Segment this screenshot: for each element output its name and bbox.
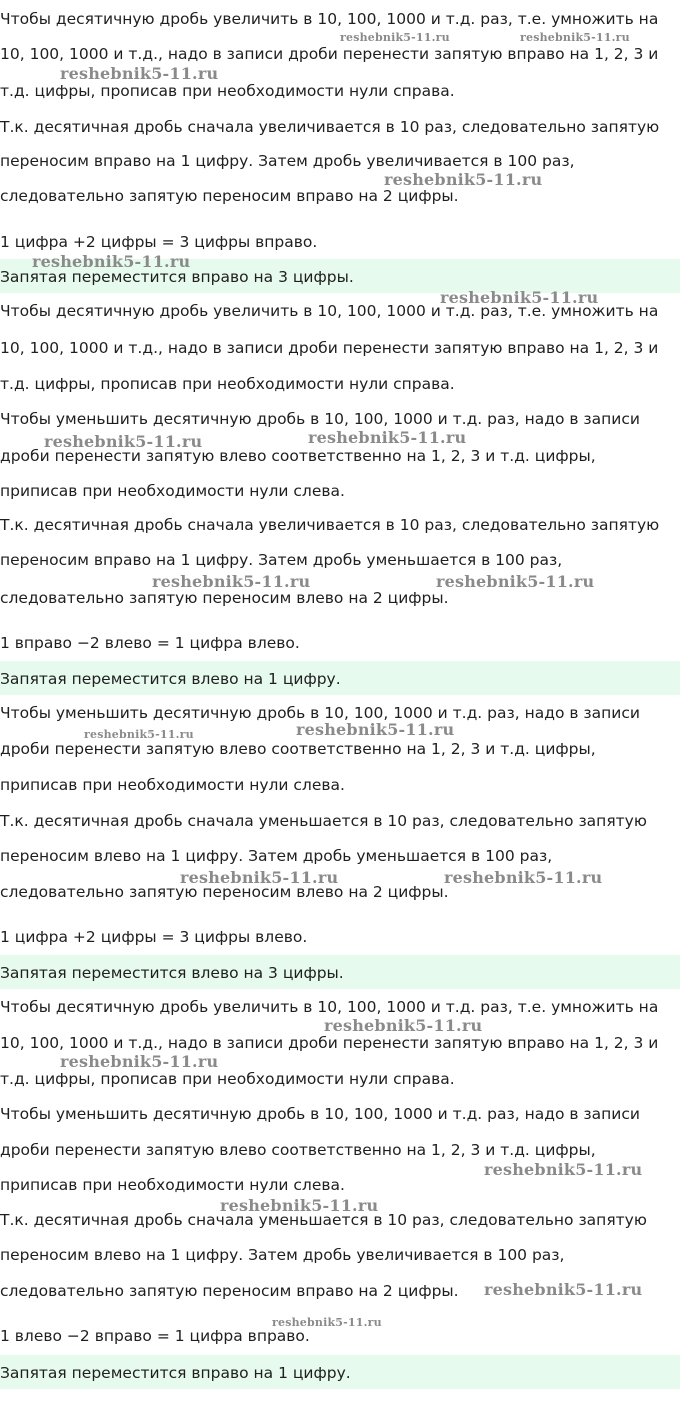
text-line: переносим вправо на 1 цифру. Затем дробь уменьшается в 100 раз, <box>0 551 563 569</box>
text-line: Т.к. десятичная дробь сначала увеличивается в 10 раз, следовательно запятую <box>0 118 660 136</box>
equation-line: 1 цифра +2 цифры = 3 цифры вправо. <box>0 233 318 251</box>
text-line: Чтобы уменьшить десятичную дробь в 10, 100, 1000 и т.д. раз, надо в записи <box>0 704 640 722</box>
text-line: Чтобы уменьшить десятичную дробь в 10, 100, 1000 и т.д. раз, надо в записи <box>0 1105 640 1123</box>
text-line: приписав при необходимости нули слева. <box>0 776 345 794</box>
watermark: reshebnik5-11.ru <box>384 170 543 189</box>
watermark: reshebnik5-11.ru <box>340 31 450 44</box>
watermark: reshebnik5-11.ru <box>180 868 339 887</box>
text-line: 10, 100, 1000 и т.д., надо в записи дроби перенести запятую вправо на 1, 2, 3 и <box>0 339 659 357</box>
watermark: reshebnik5-11.ru <box>444 868 603 887</box>
text-line: Чтобы уменьшить десятичную дробь в 10, 100, 1000 и т.д. раз, надо в записи <box>0 410 640 428</box>
equation-line: 1 влево −2 вправо = 1 цифра вправо. <box>0 1327 310 1345</box>
text-line: переносим вправо на 1 цифру. Затем дробь увеличивается в 100 раз, <box>0 152 575 170</box>
text-line: дроби перенести запятую влево соответственно на 1, 2, 3 и т.д. цифры, <box>0 1141 596 1159</box>
answer-highlight <box>0 1355 680 1389</box>
text-line: следовательно запятую переносим вправо на 2 цифры. <box>0 187 459 205</box>
text-line: приписав при необходимости нули слева. <box>0 482 345 500</box>
text-line: Чтобы десятичную дробь увеличить в 10, 100, 1000 и т.д. раз, т.е. умножить на <box>0 10 659 28</box>
text-line: т.д. цифры, прописав при необходимости нули справа. <box>0 375 455 393</box>
text-line: т.д. цифры, прописав при необходимости нули справа. <box>0 82 455 100</box>
watermark: reshebnik5-11.ru <box>152 572 311 591</box>
equation-line: 1 вправо −2 влево = 1 цифра влево. <box>0 634 300 652</box>
watermark: reshebnik5-11.ru <box>32 252 191 271</box>
watermark: reshebnik5-11.ru <box>296 720 455 739</box>
text-line: т.д. цифры, прописав при необходимости нули справа. <box>0 1070 455 1088</box>
watermark: reshebnik5-11.ru <box>44 432 203 451</box>
watermark: reshebnik5-11.ru <box>308 428 467 447</box>
watermark: reshebnik5-11.ru <box>220 1196 379 1215</box>
watermark: reshebnik5-11.ru <box>60 1052 219 1071</box>
watermark: reshebnik5-11.ru <box>440 288 599 307</box>
text-line: Т.к. десятичная дробь сначала увеличивается в 10 раз, следовательно запятую <box>0 516 660 534</box>
text-line: 10, 100, 1000 и т.д., надо в записи дроби перенести запятую вправо на 1, 2, 3 и <box>0 45 659 63</box>
text-line: следовательно запятую переносим влево на 2 цифры. <box>0 883 449 901</box>
watermark: reshebnik5-11.ru <box>324 1016 483 1035</box>
text-line: Т.к. десятичная дробь сначала уменьшается в 10 раз, следовательно запятую <box>0 1211 647 1229</box>
text-line: следовательно запятую переносим вправо на 2 цифры. <box>0 1282 459 1300</box>
answer-highlight <box>0 955 680 989</box>
text-line: Чтобы десятичную дробь увеличить в 10, 100, 1000 и т.д. раз, т.е. умножить на <box>0 998 659 1016</box>
text-line: переносим влево на 1 цифру. Затем дробь увеличивается в 100 раз, <box>0 1246 565 1264</box>
answer-text: Запятая переместится вправо на 3 цифры. <box>0 268 354 286</box>
watermark: reshebnik5-11.ru <box>520 31 630 44</box>
watermark: reshebnik5-11.ru <box>60 64 219 83</box>
text-line: дроби перенести запятую влево соответственно на 1, 2, 3 и т.д. цифры, <box>0 740 596 758</box>
text-line: Т.к. десятичная дробь сначала уменьшается в 10 раз, следовательно запятую <box>0 812 647 830</box>
text-line: переносим влево на 1 цифру. Затем дробь уменьшается в 100 раз, <box>0 847 553 865</box>
watermark: reshebnik5-11.ru <box>484 1160 643 1179</box>
watermark: reshebnik5-11.ru <box>272 1316 382 1329</box>
watermark: reshebnik5-11.ru <box>84 728 194 741</box>
equation-line: 1 цифра +2 цифры = 3 цифры влево. <box>0 928 308 946</box>
answer-text: Запятая переместится влево на 3 цифры. <box>0 964 344 982</box>
watermark: reshebnik5-11.ru <box>436 572 595 591</box>
text-line: следовательно запятую переносим влево на 2 цифры. <box>0 589 449 607</box>
watermark: reshebnik5-11.ru <box>484 1280 643 1299</box>
text-line: Чтобы десятичную дробь увеличить в 10, 100, 1000 и т.д. раз, т.е. умножить на <box>0 302 659 320</box>
text-line: 10, 100, 1000 и т.д., надо в записи дроби перенести запятую вправо на 1, 2, 3 и <box>0 1034 659 1052</box>
answer-text: Запятая переместится вправо на 1 цифру. <box>0 1364 351 1382</box>
text-line: дроби перенести запятую влево соответственно на 1, 2, 3 и т.д. цифры, <box>0 447 596 465</box>
answer-text: Запятая переместится влево на 1 цифру. <box>0 670 341 688</box>
answer-highlight <box>0 661 680 695</box>
text-line: приписав при необходимости нули слева. <box>0 1176 345 1194</box>
